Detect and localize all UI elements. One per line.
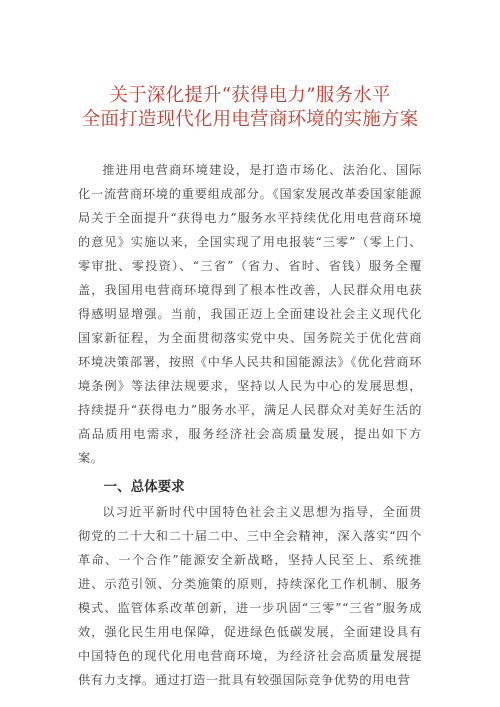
document-title-line-1: 关于深化提升“获得电力”服务水平 [109, 85, 391, 106]
document-title-line-2: 全面打造现代化用电营商环境的实施方案 [81, 109, 419, 130]
section-paragraph-general-requirements: 以习近平新时代中国特色社会主义思想为指导，全面贯彻党的二十大和二十届二中、三中全会精神，深入落实“四个革命、一个合作”能源安全新战略，坚持人民至上、系统推进、示范引领、分类施策的原则，持续深化工作机制、服务模式、监管体系改革创新，进一步巩固“三零”“三省”服务成效，强化民生用电保障，促进绿色低碳发展，全面建设具有中国特色的现代化用电营商环境，为经济社会高质量发展提供有力支撑。通过打造一批具有较强国际竞争优势的用电营 [78, 505, 422, 687]
document-title [78, 84, 422, 132]
section-heading-general-requirements: 一、总体要求 [103, 479, 185, 495]
intro-paragraph: 推进用电营商环境建设，是打造市场化、法治化、国际化一流营商环境的重要组成部分。《国家发展改革委国家能源局关于全面提升“获得电力”服务水平持续优化用电营商环境的意见》实施以来，全国实现了用电报装“三零”（零上门、零审批、零投资）、“三省”（省力、省时、省钱）服务全覆盖，我国用电营商环境得到了根本性改善，人民群众用电获得感明显增强。当前，我国正迈上全面建设社会主义现代化国家新征程，为全面贯彻落实党中央、国务院关于优化营商环境决策部署，按照《中华人民共和国能源法》《优化营商环境条例》等法律法规要求，坚持以人民为中心的发展思想，持续提升“获得电力”服务水平，满足人民群众对美好生活的高品质用电需求，服务经济社会高质量发展，提出如下方案。 [78, 163, 422, 465]
